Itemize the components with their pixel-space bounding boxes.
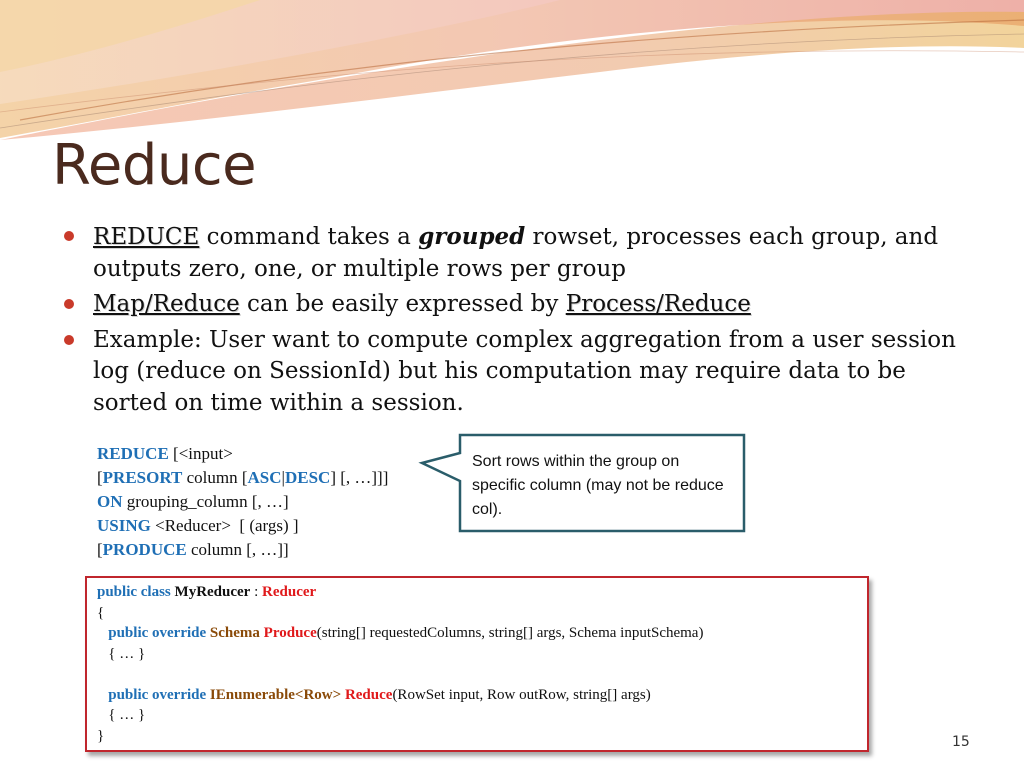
- bullet-text: Example: User want to compute complex aggregation from a user session log (reduce on SessionId) but his computation may require data to be sorted on time within a session.: [93, 326, 956, 416]
- bullet-item: [64, 325, 974, 420]
- reducer-code-box: [85, 576, 869, 752]
- syntax-text: grouping_column [, …]: [122, 492, 289, 511]
- slide-title: Reduce: [52, 133, 257, 198]
- code-text: (RowSet input, Row outRow, string[] args): [392, 686, 651, 703]
- syntax-text: <Reducer> [ (args) ]: [150, 516, 299, 535]
- code-text: { … }: [97, 707, 146, 723]
- syntax-keyword: ASC: [247, 468, 282, 487]
- map-reduce-keyword: Map/Reduce: [93, 291, 240, 317]
- reduce-syntax-block: [97, 442, 388, 562]
- code-keyword: public override: [97, 686, 207, 703]
- code-keyword: public class: [97, 584, 171, 600]
- syntax-keyword: USING: [97, 516, 151, 535]
- bullet-text: can be easily expressed by: [239, 291, 566, 317]
- bullet-text: rowset, processes each group, and outputs zero, one, or multiple rows per group: [93, 224, 939, 282]
- bullet-dot-icon: [64, 231, 74, 241]
- syntax-text: column [: [182, 468, 248, 487]
- bullet-dot-icon: [64, 299, 74, 309]
- code-keyword: public override: [97, 625, 207, 641]
- reduce-keyword: REDUCE: [93, 224, 200, 250]
- code-class-name: MyReducer: [170, 584, 251, 600]
- bullet-text: command takes a: [199, 224, 419, 250]
- bullet-item: [64, 289, 974, 321]
- code-base-class: Reducer: [262, 584, 317, 600]
- syntax-keyword: PRESORT: [102, 468, 183, 487]
- code-text: { … }: [97, 645, 146, 662]
- code-text: :: [250, 584, 263, 600]
- grouped-emphasis: grouped: [418, 223, 526, 250]
- syntax-keyword: DESC: [284, 468, 331, 487]
- process-reduce-keyword: Process/Reduce: [565, 291, 751, 317]
- syntax-text: [<input>: [168, 444, 233, 463]
- code-text: {: [97, 604, 105, 621]
- code-text: }: [97, 727, 105, 744]
- syntax-text: [: [97, 468, 103, 487]
- code-method: Reduce: [344, 686, 393, 703]
- callout-text: Sort rows within the group on specific column (may not be reduce col).: [472, 453, 724, 518]
- syntax-keyword: REDUCE: [97, 444, 169, 463]
- code-type: Schema: [206, 625, 260, 641]
- syntax-text: ] [, …]]]: [330, 468, 389, 487]
- bullet-list: [64, 221, 974, 423]
- bullet-dot-icon: [64, 335, 74, 345]
- header-swoosh-decoration: [0, 0, 1024, 140]
- code-type: IEnumerable<Row>: [206, 686, 342, 703]
- syntax-text: column [, …]]: [186, 540, 289, 559]
- syntax-text: |: [281, 468, 285, 487]
- syntax-keyword: ON: [97, 492, 123, 511]
- code-method: Produce: [263, 625, 317, 641]
- syntax-text: [: [97, 540, 103, 559]
- bullet-item: [64, 221, 974, 285]
- code-text: (string[] requestedColumns, string[] args, Schema inputSchema): [316, 625, 704, 641]
- syntax-keyword: PRODUCE: [102, 540, 187, 559]
- page-number: 15: [952, 734, 970, 750]
